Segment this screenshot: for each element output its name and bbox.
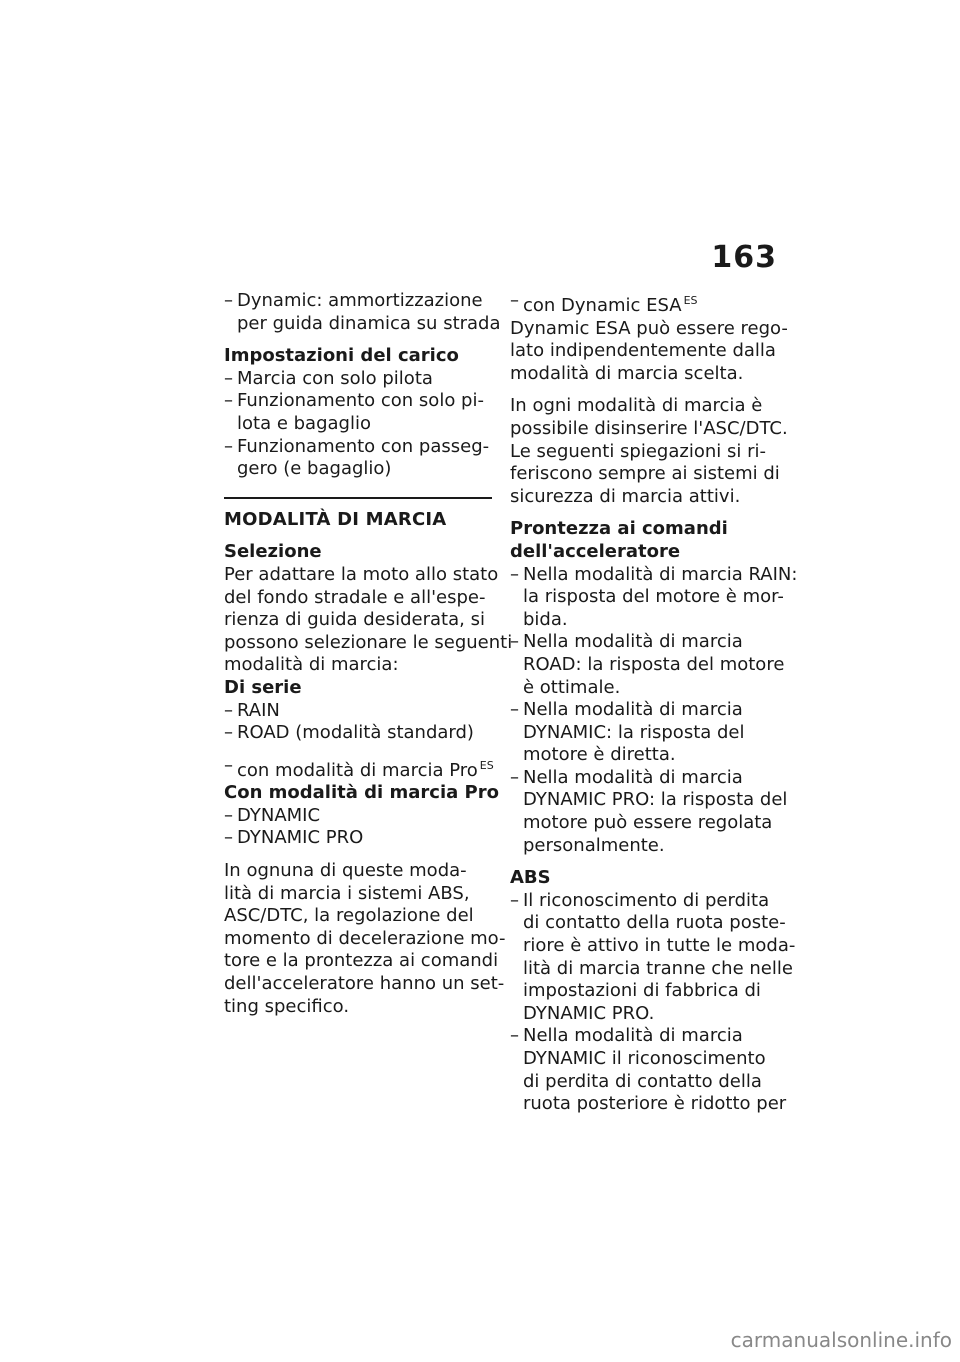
list-item-text: Funzionamento con solo pi- — [237, 390, 484, 412]
pro-modes-heading: Con modalità di marcia Pro — [224, 782, 499, 804]
list-item-text: riore è attivo in tutte le moda- — [523, 935, 796, 957]
list-item-load — [224, 436, 492, 481]
list-item-text: personalmente. — [523, 834, 665, 856]
list-item-text: DYNAMIC PRO — [237, 827, 364, 849]
list-item-text: la risposta del motore è mor- — [523, 586, 784, 608]
list-dash: – — [224, 435, 233, 457]
paragraph-line: possibile disinserire l'ASC/DTC. — [510, 417, 788, 439]
list-dash: – — [224, 827, 233, 849]
list-item-text: ROAD (modalità standard) — [237, 722, 474, 744]
list-dash: – — [510, 766, 519, 788]
list-dash: – — [510, 1025, 519, 1047]
list-dash: – — [224, 804, 233, 826]
list-item-text: Nella modalità di marcia — [523, 699, 743, 721]
heading-line: Prontezza ai comandi — [510, 518, 728, 540]
list-item-text: per guida dinamica su strada — [237, 312, 501, 334]
paragraph-line: feriscono sempre ai sistemi di — [510, 463, 780, 485]
paragraph-line: lato indipendentemente dalla — [510, 340, 776, 362]
left-column — [224, 290, 513, 1018]
list-item-load — [224, 390, 492, 435]
list-item-text: lota e bagaglio — [237, 412, 371, 434]
list-item-text: Funzionamento con passeg- — [237, 435, 490, 457]
list-item-text: DYNAMIC PRO. — [523, 1002, 655, 1024]
list-item-text: RAIN — [237, 699, 280, 721]
paragraph-line: momento di decelerazione mo- — [224, 927, 506, 949]
list-item-text: DYNAMIC — [237, 804, 321, 826]
paragraph-line: possono selezionare le seguenti — [224, 631, 513, 653]
section-divider — [224, 497, 492, 499]
list-item-text: Nella modalità di marcia RAIN: — [523, 563, 798, 585]
paragraph-line: lità di marcia i sistemi ABS, — [224, 882, 470, 904]
paragraph-line: Le seguenti spiegazioni si ri- — [510, 440, 766, 462]
list-dash: – — [510, 889, 519, 911]
list-item-text: motore può essere regolata — [523, 812, 773, 834]
paragraph-line: del fondo stradale e all'espe- — [224, 586, 486, 608]
list-dash: – — [510, 631, 519, 653]
list-dash: – — [510, 290, 519, 311]
paragraph-line: ASC/DTC, la regolazione del — [224, 905, 474, 927]
list-item-load — [224, 368, 492, 391]
di-serie-heading: Di serie — [224, 676, 302, 698]
paragraph-line: rienza di guida desiderata, si — [224, 609, 485, 631]
section-title: MODALITÀ DI MARCIA — [224, 508, 447, 530]
list-dash: – — [510, 699, 519, 721]
list-dash: – — [224, 367, 233, 389]
list-item-text: Nella modalità di marcia — [523, 631, 743, 653]
list-item-pro-option — [224, 755, 492, 783]
esa-paragraph — [510, 317, 788, 386]
list-item-text: Marcia con solo pilota — [237, 367, 433, 389]
list-item-text: di perdita di contatto della — [523, 1070, 762, 1092]
page-number: 163 — [711, 240, 777, 275]
paragraph-line: sicurezza di marcia attivi. — [510, 485, 741, 507]
list-item-mode — [224, 805, 492, 828]
asc-paragraph — [510, 395, 788, 508]
list-item-text: con Dynamic ESA — [523, 295, 682, 316]
list-item-text: ROAD: la risposta del motore — [523, 653, 785, 675]
list-item-text: Dynamic: ammortizzazione — [237, 290, 483, 311]
list-dash: – — [224, 390, 233, 412]
list-item-mode — [224, 827, 492, 850]
list-dash: – — [510, 563, 519, 585]
optional-equipment-marker: ES — [683, 294, 698, 307]
list-item-mode — [224, 700, 492, 723]
list-item-text: Nella modalità di marcia — [523, 766, 743, 788]
optional-equipment-marker: ES — [479, 758, 494, 772]
heading-line: dell'acceleratore — [510, 540, 681, 562]
paragraph-line: modalità di marcia scelta. — [510, 362, 744, 384]
list-dash: – — [224, 290, 233, 311]
list-dash: – — [224, 699, 233, 721]
list-item-text: impostazioni di fabbrica di — [523, 980, 761, 1002]
paragraph-line: In ognuna di queste moda- — [224, 860, 467, 882]
list-item-throttle — [510, 631, 785, 699]
list-item-text: ruota posteriore è ridotto per — [523, 1093, 787, 1115]
list-item-text: Il riconoscimento di perdita — [523, 889, 770, 911]
paragraph-line: Dynamic ESA può essere rego- — [510, 317, 788, 339]
list-dash: – — [224, 722, 233, 744]
paragraph-line: ting specifico. — [224, 995, 350, 1017]
list-dash: – — [224, 754, 233, 776]
paragraph-line: tore e la prontezza ai comandi — [224, 950, 499, 972]
list-item-mode — [224, 722, 492, 745]
right-column — [510, 290, 798, 1116]
paragraph-line: modalità di marcia: — [224, 654, 399, 676]
paragraph-line: dell'acceleratore hanno un set- — [224, 973, 505, 995]
list-item-text: DYNAMIC il riconoscimento — [523, 1048, 766, 1069]
list-item-text: bida. — [523, 608, 568, 630]
list-item-throttle — [510, 766, 788, 857]
selezione-heading: Selezione — [224, 541, 322, 563]
abs-heading: ABS — [510, 867, 551, 889]
closing-paragraph — [224, 860, 506, 1018]
paragraph-line: In ogni modalità di marcia è — [510, 395, 763, 417]
list-item-throttle — [510, 699, 782, 767]
list-item-text: motore è diretta. — [523, 744, 676, 766]
list-item-text: DYNAMIC: la risposta del — [523, 721, 745, 743]
list-item-text: gero (e bagaglio) — [237, 458, 392, 480]
selezione-paragraph — [224, 563, 513, 677]
list-item-text: è ottimale. — [523, 676, 621, 698]
list-item-text: con modalità di marcia Pro — [237, 759, 478, 781]
load-settings-heading: Impostazioni del carico — [224, 345, 459, 367]
list-item-esa-option — [510, 290, 782, 318]
list-item-text: lità di marcia tranne che nelle — [523, 957, 793, 979]
watermark: carmanualsonline.info — [730, 1328, 952, 1352]
list-item-text: Nella modalità di marcia — [523, 1025, 743, 1047]
paragraph-line: Per adattare la moto allo stato — [224, 563, 499, 585]
list-item-dynamic — [224, 290, 501, 335]
list-item-abs — [510, 889, 796, 1026]
list-item-abs — [510, 1025, 787, 1115]
list-item-text: DYNAMIC PRO: la risposta del — [523, 789, 788, 811]
list-item-throttle — [510, 563, 798, 632]
list-item-text: di contatto della ruota poste- — [523, 912, 786, 934]
throttle-heading — [510, 518, 782, 563]
